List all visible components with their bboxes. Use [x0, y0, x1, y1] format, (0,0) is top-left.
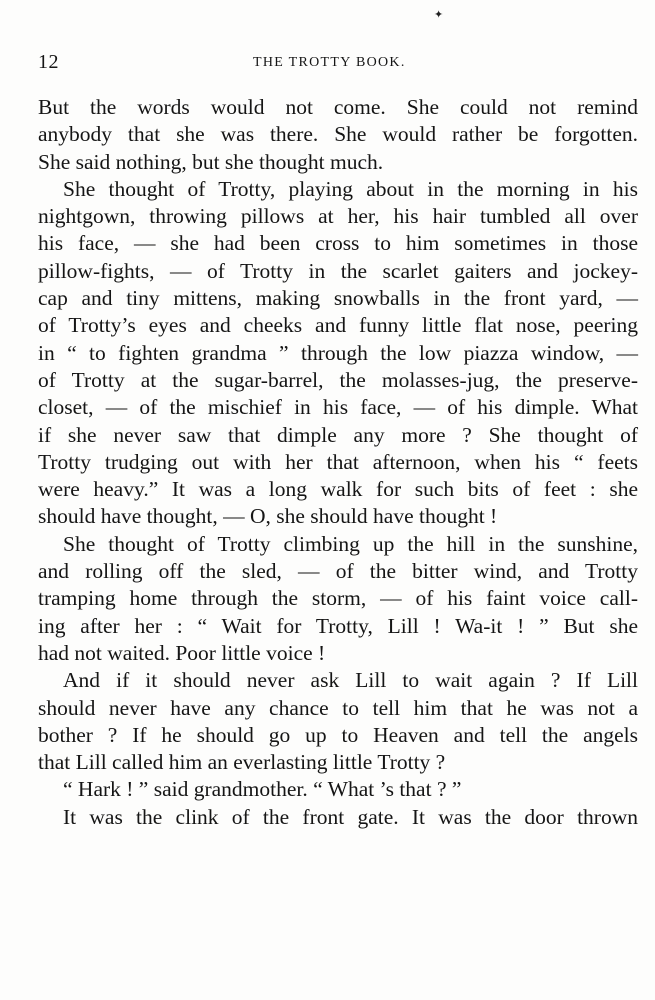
text-line: It was the clink of the front gate. It was the door thrown — [63, 804, 638, 829]
text-line: had not waited. Poor little voice ! — [38, 640, 326, 665]
text-line: in “ to fighten grandma ” through the low piazza window, — — [38, 340, 638, 365]
running-title: THE TROTTY BOOK. — [253, 55, 406, 70]
text-line: his face, — she had been cross to him sometimes in those — [38, 231, 638, 256]
text-line: ing after her : “ Wait for Trotty, Lill ! Wa-it ! ” But she — [38, 613, 638, 638]
text-line: She said nothing, but she thought much. — [38, 149, 384, 174]
text-line: should never have any chance to tell him that he was not a — [38, 695, 638, 720]
running-head — [38, 52, 633, 72]
text-line: pillow-fights, — of Trotty in the scarlet gaiters and jockey- — [38, 258, 638, 283]
print-speck-mark: ✦ — [434, 9, 444, 21]
text-line: were heavy.” It was a long walk for such bits of feet : she — [38, 477, 638, 502]
text-line: And if it should never ask Lill to wait again ? If Lill — [63, 668, 638, 693]
text-line: bother ? If he should go up to Heaven and tell the angels — [38, 722, 638, 747]
text-line: tramping home through the storm, — of his faint voice call- — [38, 586, 638, 611]
page-number: 12 — [38, 51, 59, 73]
text-line: anybody that she was there. She would rather be forgotten. — [38, 122, 638, 147]
body-text — [38, 94, 638, 831]
text-line: “ Hark ! ” said grandmother. “ What ’s that ? ” — [63, 777, 462, 802]
text-line: of Trotty’s eyes and cheeks and funny little flat nose, peering — [38, 313, 638, 338]
text-line: nightgown, throwing pillows at her, his hair tumbled all over — [38, 204, 638, 229]
text-line: closet, — of the mischief in his face, — of his dimple. What — [38, 395, 638, 420]
text-line: that Lill called him an everlasting little Trotty ? — [38, 750, 446, 775]
text-line: should have thought, — O, she should have thought ! — [38, 504, 498, 529]
text-line: and rolling off the sled, — of the bitter wind, and Trotty — [38, 559, 638, 584]
text-line: if she never saw that dimple any more ? She thought of — [38, 422, 638, 447]
text-line: of Trotty at the sugar-barrel, the molasses-jug, the preserve- — [38, 367, 638, 392]
text-line: She thought of Trotty, playing about in the morning in his — [63, 176, 638, 201]
text-line: She thought of Trotty climbing up the hill in the sunshine, — [63, 531, 638, 556]
text-line: Trotty trudging out with her that afternoon, when his “ feets — [38, 449, 638, 474]
text-line: But the words would not come. She could not remind — [38, 95, 638, 119]
text-line: cap and tiny mittens, making snowballs in the front yard, — — [38, 286, 638, 311]
